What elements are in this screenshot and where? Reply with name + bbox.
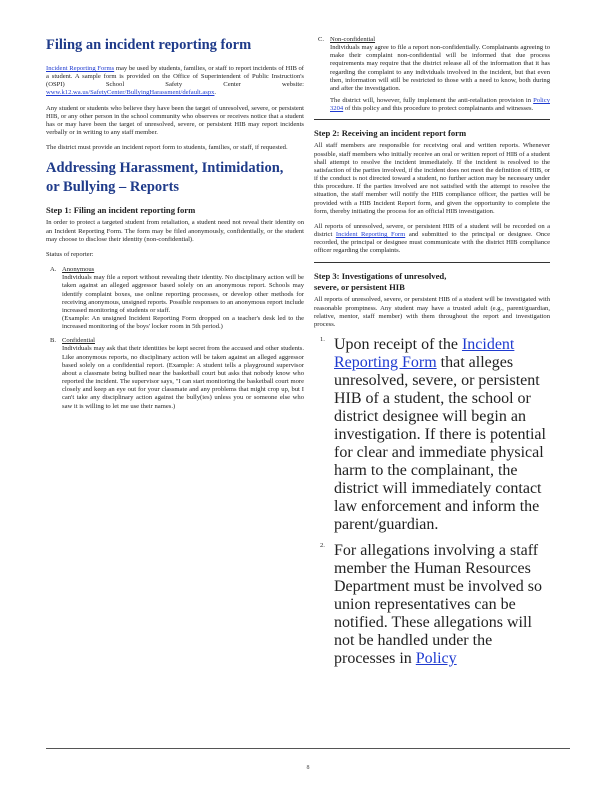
page-number: 8 [306, 765, 310, 771]
non-confidential-text: Individuals may agree to file a report non-confidentially. Complainants agreeing to make their complaint non-confidential will be informed that due process requirements may require that the district release all of the information that it has regarding the complaint to any individuals involved in the incident, but that even then, information will still be restricted to those with a need to know, both during and after the investigation. [330, 44, 550, 92]
step3-paragraph: All reports of unresolved, severe, or persistent HIB of a student will be investigated with reasonable promptness. Any student may have a trusted adult (e.g., parent/guardian, relative, mentor, staff member) with them throughout the report and investigation process. [314, 296, 550, 328]
anti-retaliation-text: The district will, however, fully implement the anti-retaliation provision in Policy 3204 of this policy and this procedure to protect complainants and witnesses. [330, 97, 550, 113]
right-column [314, 36, 550, 676]
list-item-non-confidential: C. Non-confidential Individuals may agree to file a report non-confidentially. Complainants agreeing to make their complaint non-confidential will be informed that due process requirements may require that the district release all of the information that it has regarding the complaint to any individuals involved in the incident, but that even then, information will still be restricted to those with a need to know, both during and after the investigation. The district will, however, fully implement the anti-retaliation provision in Policy 3204 of this policy and this procedure to protect complainants and witnesses. [318, 36, 550, 113]
step3-heading: Step 3: Investigations of unresolved, severe, or persistent HIB [314, 271, 447, 293]
incident-reporting-form-link[interactable]: Incident Reporting Form [335, 230, 406, 238]
anonymous-example: (Example: An unsigned Incident Reporting Form dropped on a teacher's desk led to the increased monitoring of the boys' locker room in 5th period.) [62, 314, 304, 331]
confidential-text: Individuals may ask that their identities be kept secret from the accused and other students. Like anonymous reports, no disciplinary action will be taken against an alleged aggressor based solely on a confidential report. (Example: A student tells a playground supervisor about a classmate being bullied near the basketball court but asks that nobody know who reported the incident. The supervisor says, "I can start monitoring the basketball court more closely and keep an eye out for your classmate and any problems that might crop up, but I can't take any disciplinary action against the bully(ies) unless you or someone else who saw it is willing to let me use their names.) [62, 345, 304, 410]
step2-heading: Step 2: Receiving an incident report form [314, 128, 467, 139]
filing-paragraph-3: The district must provide an incident report form to students, families, or staff, if requested. [46, 144, 288, 152]
filing-paragraph-1: Incident Reporting Forms may be used by students, families, or staff to report incidents of HIB of a student. A sample form is provided on the Office of Superintendent of Public Instruction's (OSPI) School Safety Center website: www.k12.wa.us/SafetyCenter/BullyingHarassment/default.aspx. [46, 65, 304, 97]
numbered-item-2: 2. For allegations involving a staff member the Human Resources Department must be involved so union representatives can be notified. These allegations will not be handled under the processes in Policy [320, 542, 542, 668]
confidential-title: Confidential [62, 337, 95, 345]
incident-reporting-form-link-2[interactable]: Incident Reporting Form [334, 336, 515, 372]
incident-reporting-forms-link[interactable]: Incident Reporting Forms [46, 65, 115, 72]
addressing-heading: Addressing Harassment, Intimidation, or Bullying – Reports [46, 160, 284, 196]
non-confidential-title: Non-confidential [330, 36, 376, 43]
policy-3204-link[interactable]: Policy 3204 [330, 97, 550, 113]
numbered-item-1: 1. Upon receipt of the Incident Reporting Form that alleges unresolved, severe, or persistent HIB of a student, the school or district designee will begin an investigation. If there is potential for clear and immediate physical harm to the complainant, the district will immediately contact law enforcement and inform the parent/guardian. [320, 336, 546, 534]
footer-rule [46, 748, 570, 749]
step2-paragraph-1: All staff members are responsible for receiving oral and written reports. Whenever possible, staff members who initially receive an oral or written report of HIB of a student shall attempt to resolve the incident immediately. If the incident is resolved to the satisfaction of the parties involved, if the incident does not meet the definition of HIB, or if the conduct is not directed toward a student, no further action may be necessary under this procedure. If the parties involved are not satisfied with the attempt to resolve the situation, the staff member will notify the HIB compliance officer, the parties will be provided with a HIB Incident Report form, and given the opportunity to complete the form, thereby initiating the process for an official HIB investigation. [314, 142, 550, 215]
anonymous-title: Anonymous [62, 266, 95, 274]
step2-paragraph-2: All reports of unresolved, severe, or persistent HIB of a student will be recorded on a district Incident Reporting Form and submitted to the principal or designee. Once recorded, the principal or designee must communicate with the district HIB compliance officer regarding the complaints. [314, 222, 550, 255]
list-item-confidential: B. Confidential Individuals may ask that their identities be kept secret from the accused and other students. Like anonymous reports, no disciplinary action will be taken against an alleged aggressor based solely on a confidential report. (Example: A student tells a playground supervisor about a classmate being bullied near the basketball court but asks that nobody know who reported the incident. The supervisor says, "I can start monitoring the basketball court more closely and keep an eye out for your classmate and any problems that might crop up, but I can't take any disciplinary action against the bully(ies) unless you or someone else who saw it is willing to let me use their names.) [50, 337, 304, 410]
section-divider-2 [314, 262, 550, 263]
anonymous-text: Individuals may file a report without revealing their identity. No disciplinary action will be taken against an alleged aggressor based solely on an anonymous report. Schools may identify complaint boxes, use online reporting processes, or develop other methods for receiving anonymous, unsigned reports. Possible responses to an anonymous report include increased monitoring of students or staff. [62, 274, 304, 314]
ospi-safety-center-link[interactable]: www.k12.wa.us/SafetyCenter/BullyingHarassment/default.aspx [46, 89, 215, 97]
status-of-reporter-label: Status of reporter: [46, 250, 94, 258]
filing-heading: Filing an incident reporting form [46, 37, 252, 53]
left-column [46, 36, 304, 417]
step1-heading: Step 1: Filing an incident reporting form [46, 205, 196, 216]
list-item-anonymous: A. Anonymous Individuals may file a report without revealing their identity. No disciplinary action will be taken against an alleged aggressor based solely on an anonymous report. Schools may identify complaint boxes, use online reporting processes, or develop other methods for receiving anonymous, unsigned reports. Possible responses to an anonymous report include increased monitoring of students or staff. (Example: An unsigned Incident Reporting Form dropped on a teacher's desk led to the increased monitoring of the boys' locker room in 5th period.) [50, 266, 304, 331]
section-divider [314, 119, 550, 120]
filing-paragraph-2: Any student or students who believe they have been the target of unresolved, severe, or persistent HIB, or any other person in the school community who observes or receives notice that a student has or may have been the target of unresolved, severe, or persistent HIB may report incidents verbally or in writing to any staff member. [46, 104, 304, 137]
policy-link[interactable]: Policy [415, 650, 457, 668]
step1-paragraph: In order to protect a targeted student from retaliation, a student need not reveal their identity on an Incident Reporting Form. The form may be filed anonymously, confidentially, or the student may choose to disclose their identity (non-confidential). [46, 219, 304, 243]
